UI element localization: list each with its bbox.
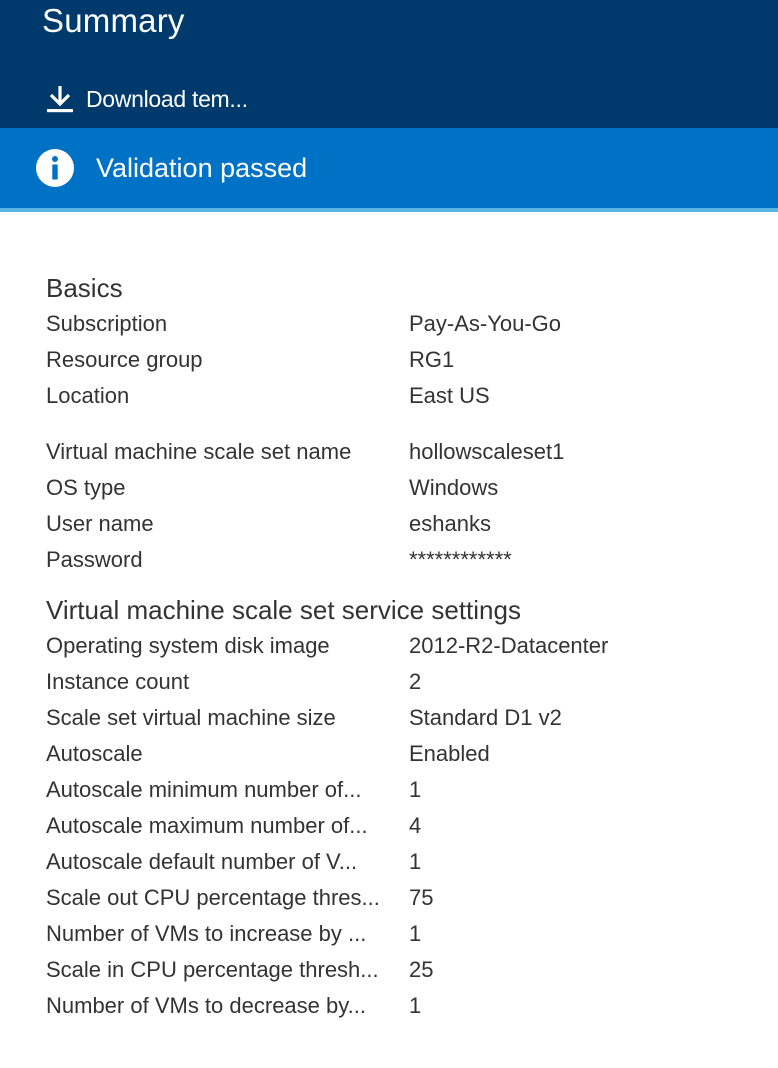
row-value: 2012-R2-Datacenter xyxy=(409,633,609,658)
summary-row xyxy=(46,988,766,1024)
banner-divider xyxy=(0,208,778,212)
row-value: Standard D1 v2 xyxy=(409,705,562,730)
summary-row xyxy=(46,880,766,916)
row-value: 1 xyxy=(409,849,422,874)
row-label: Scale out CPU percentage thres... xyxy=(46,885,380,910)
summary-row xyxy=(46,378,766,414)
spacer xyxy=(46,414,766,434)
row-value: 75 xyxy=(409,885,434,910)
row-label: Resource group xyxy=(46,347,203,372)
row-label: Autoscale xyxy=(46,741,143,766)
download-template-label: Download tem... xyxy=(86,86,248,112)
row-value: eshanks xyxy=(409,511,491,536)
row-label: Operating system disk image xyxy=(46,633,330,658)
row-label: Autoscale default number of V... xyxy=(46,849,358,874)
summary-row xyxy=(46,306,766,342)
summary-content xyxy=(46,270,766,1024)
summary-row xyxy=(46,916,766,952)
download-template-button[interactable] xyxy=(46,82,248,116)
summary-row xyxy=(46,808,766,844)
summary-row xyxy=(46,736,766,772)
row-label: Autoscale maximum number of... xyxy=(46,813,368,838)
summary-row xyxy=(46,542,766,578)
password-value: ************ xyxy=(409,547,512,572)
vmss-list xyxy=(46,434,766,578)
summary-row xyxy=(46,772,766,808)
row-label: Number of VMs to decrease by... xyxy=(46,993,366,1018)
row-value: East US xyxy=(409,383,490,408)
row-value: 2 xyxy=(409,669,422,694)
summary-row xyxy=(46,342,766,378)
service-settings-list xyxy=(46,628,766,1024)
row-value: Pay-As-You-Go xyxy=(409,311,562,336)
section-title-service-settings: Virtual machine scale set service settings xyxy=(46,595,521,625)
row-label: Subscription xyxy=(46,311,168,336)
row-label: Number of VMs to increase by ... xyxy=(46,921,367,946)
download-icon xyxy=(46,84,74,114)
summary-row xyxy=(46,628,766,664)
row-value: RG1 xyxy=(409,347,455,372)
row-label: Autoscale minimum number of... xyxy=(46,777,362,802)
row-label: Scale set virtual machine size xyxy=(46,705,336,730)
row-label: Scale in CPU percentage thresh... xyxy=(46,957,379,982)
row-label: Instance count xyxy=(46,669,190,694)
row-label: Password xyxy=(46,547,143,572)
row-value: 25 xyxy=(409,957,434,982)
basics-list xyxy=(46,306,766,414)
row-value: 1 xyxy=(409,777,422,802)
info-icon xyxy=(35,148,75,188)
row-label: Virtual machine scale set name xyxy=(46,439,352,464)
summary-row xyxy=(46,664,766,700)
spacer xyxy=(46,578,766,592)
row-value: 1 xyxy=(409,921,422,946)
row-label: Location xyxy=(46,383,130,408)
validation-status-text: Validation passed xyxy=(96,153,308,183)
row-value: Enabled xyxy=(409,741,490,766)
row-label: OS type xyxy=(46,475,126,500)
section-title-basics: Basics xyxy=(46,273,123,303)
summary-row xyxy=(46,952,766,988)
summary-row xyxy=(46,506,766,542)
row-value: 1 xyxy=(409,993,422,1018)
row-value: 4 xyxy=(409,813,422,838)
summary-row xyxy=(46,434,766,470)
summary-row xyxy=(46,844,766,880)
summary-row xyxy=(46,700,766,736)
row-value: Windows xyxy=(409,475,499,500)
blade-header xyxy=(0,0,778,128)
page-title: Summary xyxy=(42,2,185,39)
row-value: hollowscaleset1 xyxy=(409,439,565,464)
summary-row xyxy=(46,470,766,506)
row-label: User name xyxy=(46,511,154,536)
